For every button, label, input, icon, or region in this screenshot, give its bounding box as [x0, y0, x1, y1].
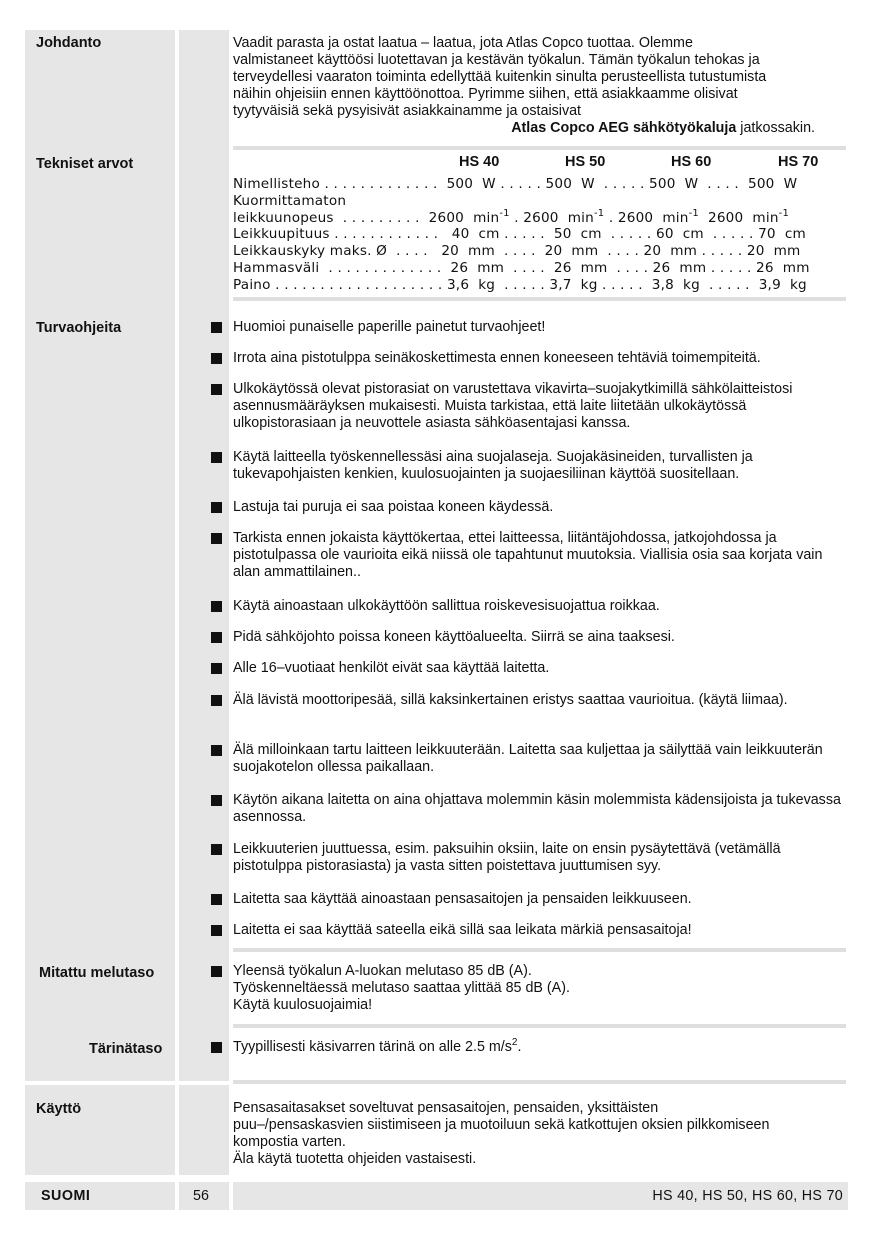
page-number: 56	[193, 1188, 209, 1204]
section-label-kaytto: Käyttö	[36, 1101, 82, 1117]
usage-line: Äla käytä tuotetta ohjeiden vastaisesti.	[233, 1151, 477, 1167]
intro-brand: Atlas Copco AEG sähkötyökaluja	[511, 120, 737, 136]
safety-item: Laitetta saa käyttää ainoastaan pensasaitojen ja pensaiden leikkuuseen.	[233, 891, 692, 907]
footer-models: HS 40, HS 50, HS 60, HS 70	[652, 1188, 843, 1204]
marker-column	[179, 30, 229, 1081]
bullet-icon	[211, 322, 222, 333]
bullet-icon	[211, 745, 222, 756]
separator-usage	[233, 1080, 846, 1084]
bullet-icon	[211, 632, 222, 643]
model-header: HS 70	[778, 154, 819, 170]
spec-table	[233, 176, 853, 294]
bullet-icon	[211, 384, 222, 395]
spec-speed-value: . 2600 min	[604, 209, 689, 226]
bullet-icon	[211, 663, 222, 674]
usage-line: puu–/pensaskasvien siistimiseen ja muotoiluun sekä katkottujen oksien pilkkomiseen	[233, 1117, 770, 1133]
section-label-turva: Turvaohjeita	[36, 320, 122, 336]
intro-line: terveydellesi vaaraton toiminta edellyttää kuitenkin sinulta perusteellista tutustumista	[233, 69, 767, 85]
bullet-icon	[211, 1042, 222, 1053]
vibration-value: Tyypillisesti käsivarren tärinä on alle 2.5 m/s	[233, 1039, 512, 1055]
usage-text	[233, 1100, 848, 1168]
unit-exponent: -1	[778, 207, 790, 219]
intro-line: näihin ohjeisiin ennen käyttöönottoa. Pyrimme siihen, että asiakkaamme olisivat	[233, 86, 738, 102]
bullet-icon	[211, 844, 222, 855]
safety-item: Älä milloinkaan tartu laitteen leikkuuterään. Laitetta saa kuljettaa ja säilyttää vain leikkuuterän suojakotelon ollessa paikallaan.	[233, 742, 823, 775]
model-header: HS 40	[459, 154, 500, 170]
separator-noise	[233, 948, 846, 952]
usage-line: Pensasaitasakset soveltuvat pensasaitojen, pensaiden, yksittäisten	[233, 1100, 659, 1116]
safety-item: Lastuja tai puruja ei saa poistaa koneen käydessä.	[233, 499, 554, 515]
vibration-tail: .	[517, 1039, 522, 1055]
footer-language: SUOMI	[41, 1188, 91, 1204]
bullet-icon	[211, 695, 222, 706]
separator-specs	[233, 146, 846, 150]
marker-column-usage	[179, 1085, 229, 1175]
safety-item: Käytön aikana laitetta on aina ohjattava molemmin käsin molemmista kädensijoista ja tukevassa asennossa.	[233, 792, 841, 825]
safety-item: Leikkuuterien juuttuessa, esim. paksuihin oksiin, laite on ensin pysäytettävä (vetämällä pistotulppa pistorasiasta) ja vasta sitten poistettava juuttumisen syy.	[233, 841, 781, 874]
section-label-tarina: Tärinätaso	[89, 1041, 163, 1057]
vibration-text	[233, 1039, 848, 1056]
intro-brand-line	[233, 120, 848, 137]
safety-item: Älä lävistä moottoripesää, sillä kaksinkertainen eristys saattaa vaurioitua. (käytä liimaa).	[233, 692, 788, 708]
spec-row-speed-label: leikkuunopeus . . . . . . . . . 2600 min	[233, 209, 500, 226]
vibration-exponent: 2	[511, 1037, 518, 1048]
intro-line: valmistaneet käyttöösi luotettavan ja kestävän työkalun. Tämän työkalun tehokas ja	[233, 52, 760, 68]
bullet-icon	[211, 966, 222, 977]
safety-item: Ulkokäytössä olevat pistorasiat on varustettava vikavirta–suojakytkimillä sähkölaitteistosi asennusmääräyksen mukaisesti. Muista tarkistaa, että laite liitetään ulkokäytössä ulkopistorasiaan ja neuvottele asiasta sähköasentajasi kanssa.	[233, 381, 793, 431]
label-column	[25, 30, 175, 1081]
bullet-icon	[211, 353, 222, 364]
noise-line: Yleensä työkalun A-luokan melutaso 85 dB (A).	[233, 963, 532, 979]
separator-vibration	[233, 1024, 846, 1028]
safety-item: Huomioi punaiselle paperille painetut turvaohjeet!	[233, 319, 546, 335]
footer-models-cell	[233, 1182, 848, 1210]
section-label-melu: Mitattu melutaso	[39, 965, 155, 981]
noise-line: Käytä kuulosuojaimia!	[233, 997, 373, 1013]
unit-exponent: -1	[688, 207, 699, 219]
unit-exponent: -1	[499, 207, 510, 219]
safety-item: Laitetta ei saa käyttää sateella eikä sillä saa leikata märkiä pensasaitoja!	[233, 922, 692, 938]
noise-text	[233, 963, 848, 1014]
footer-page-cell	[179, 1182, 229, 1210]
safety-item: Alle 16–vuotiaat henkilöt eivät saa käyttää laitetta.	[233, 660, 550, 676]
safety-item: Irrota aina pistotulppa seinäkoskettimesta ennen koneeseen tehtäviä toimempiteitä.	[233, 350, 761, 366]
spec-row: Kuormittamaton	[233, 192, 347, 209]
spec-row: Leikkuupituus . . . . . . . . . . . . 40 cm . . . . . 50 cm . . . . . 60 cm . . . . . 70 cm	[233, 226, 806, 243]
safety-item: Tarkista ennen jokaista käyttökertaa, ettei laitteessa, liitäntäjohdossa, jatkojohdossa ja pistotulpassa ole vaurioita eikä niissä ole tapahtunut muutoksia. Viallisia osia saa korjata vain alan ammattilainen..	[233, 530, 823, 580]
bullet-icon	[211, 925, 222, 936]
label-column-usage	[25, 1085, 175, 1175]
noise-line: Työskenneltäessä melutaso saattaa ylittää 85 dB (A).	[233, 980, 570, 996]
unit-exponent: -1	[593, 207, 605, 219]
intro-brand-tail: jatkossakin.	[736, 120, 815, 136]
intro-line: tyytyväisiä sekä pysyisivät asiakkainamme ja ostaisivat	[233, 103, 582, 119]
spec-speed-value: . 2600 min	[509, 209, 594, 226]
bullet-icon	[211, 894, 222, 905]
spec-row: Hammasväli . . . . . . . . . . . . . 26 mm . . . . 26 mm . . . . 26 mm . . . . . 26 mm	[233, 259, 810, 276]
spec-speed-value: 2600 min	[698, 209, 779, 226]
section-label-johdanto: Johdanto	[36, 35, 102, 51]
intro-line: Vaadit parasta ja ostat laatua – laatua, jota Atlas Copco tuottaa. Olemme	[233, 35, 693, 51]
spec-row: Leikkauskyky maks. Ø . . . . 20 mm . . . . 20 mm . . . . 20 mm . . . . . 20 mm	[233, 243, 801, 260]
model-header: HS 50	[565, 154, 606, 170]
bullet-icon	[211, 533, 222, 544]
section-label-tekniset: Tekniset arvot	[36, 156, 134, 172]
safety-item: Käytä laitteella työskennellessäsi aina suojalaseja. Suojakäsineiden, turvallisten ja tukevapohjaisten kenkien, kuulosuojainten ja suojaesiliinan käyttöä suositellaan.	[233, 449, 753, 482]
usage-line: kompostia varten.	[233, 1134, 346, 1150]
spec-row-speed	[233, 207, 853, 227]
safety-item: Pidä sähköjohto poissa koneen käyttöalueelta. Siirrä se aina taaksesi.	[233, 629, 675, 645]
model-header: HS 60	[671, 154, 712, 170]
footer-language-cell	[25, 1182, 175, 1210]
bullet-icon	[211, 795, 222, 806]
safety-item: Käytä ainoastaan ulkokäyttöön sallittua roiskevesisuojattua roikkaa.	[233, 598, 660, 614]
separator-safety	[233, 297, 846, 301]
intro-text	[233, 35, 848, 137]
spec-row: Paino . . . . . . . . . . . . . . . . . . . 3,6 kg . . . . . 3,7 kg . . . . . 3,8 kg . . . . . 3,9 kg	[233, 276, 807, 293]
bullet-icon	[211, 502, 222, 513]
bullet-icon	[211, 601, 222, 612]
bullet-icon	[211, 452, 222, 463]
spec-row: Nimellisteho . . . . . . . . . . . . . 500 W . . . . . 500 W . . . . . 500 W . . . . 500 W	[233, 176, 798, 192]
